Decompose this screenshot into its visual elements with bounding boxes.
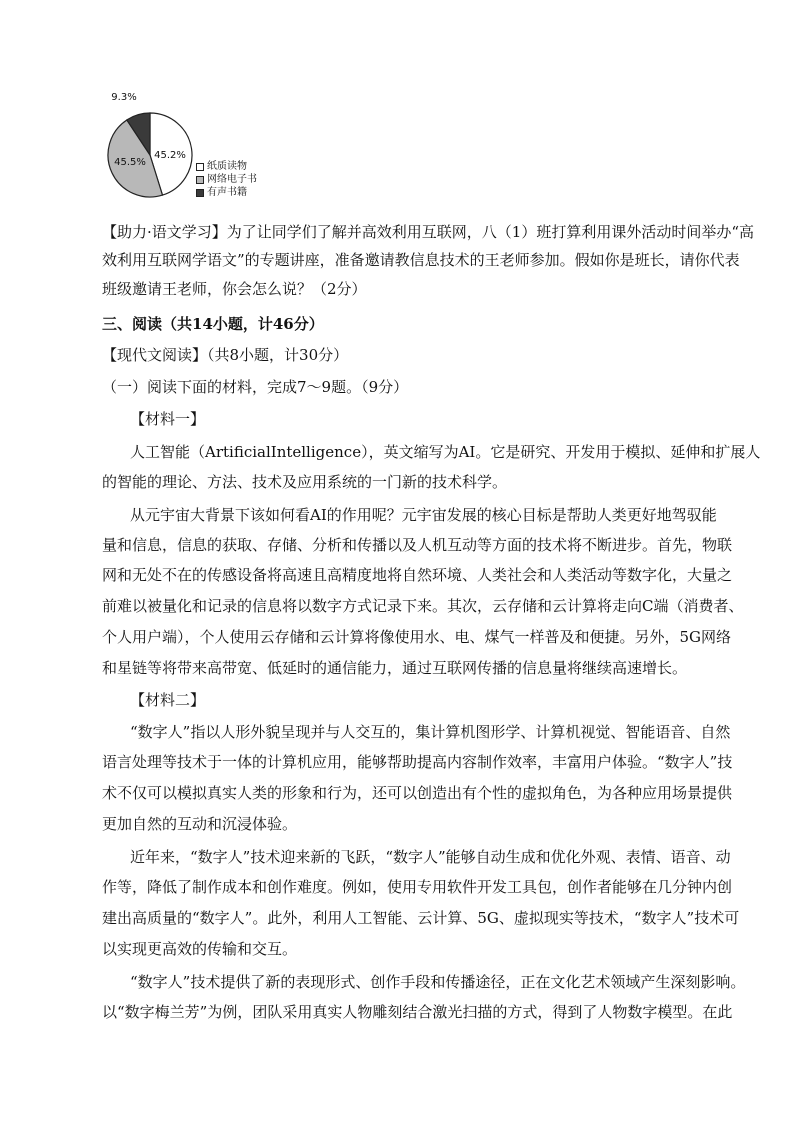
- section-heading: 三、阅读（共14小题，计46分）: [102, 315, 324, 333]
- material-heading: 【材料一】: [130, 410, 206, 428]
- pie-data-label: 45.2%: [154, 150, 186, 161]
- legend-item-audiobook: [196, 186, 257, 199]
- legend-swatch-print: [196, 163, 204, 171]
- text-line: 语言处理等技术于一体的计算机应用，能够帮助提高内容制作效率，丰富用户体验。“数字人”技: [102, 753, 733, 771]
- text-line: 人工智能（ArtificialIntelligence），英文缩写为AI。它是研究、开发用于模拟、延伸和扩展人: [130, 443, 761, 461]
- question-heading: （一）阅读下面的材料，完成7～9题。（9分）: [102, 378, 409, 396]
- pie-chart: [100, 88, 360, 208]
- material-heading: 【材料二】: [130, 691, 206, 709]
- legend-swatch-audiobook: [196, 189, 204, 197]
- text-line: 量和信息，信息的获取、存储、分析和传播以及人机互动等方面的技术将不断进步。首先，物联: [102, 536, 733, 554]
- legend-label: 网络电子书: [207, 174, 257, 185]
- text-line: 的智能的理论、方法、技术及应用系统的一门新的技术科学。: [102, 473, 508, 491]
- text-line: 班级邀请王老师，你会怎么说？（2分）: [102, 280, 367, 298]
- text-line: 个人用户端），个人使用云存储和云计算将像使用水、电、煤气一样普及和便捷。另外，5G网络: [102, 628, 732, 646]
- text-line: 作等，降低了制作成本和创作难度。例如，使用专用软件开发工具包，创作者能够在几分钟内创: [102, 878, 733, 896]
- text-line: 以“数字梅兰芳”为例，团队采用真实人物雕刻结合激光扫描的方式，得到了人物数字模型。在此: [102, 1003, 733, 1021]
- subsection-heading: 【现代文阅读】（共8小题，计30分）: [102, 346, 349, 364]
- text-line: 从元宇宙大背景下该如何看AI的作用呢？元宇宙发展的核心目标是帮助人类更好地驾驭能: [130, 506, 717, 524]
- text-line: “数字人”技术提供了新的表现形式、创作手段和传播途径，正在文化艺术领域产生深刻影响。: [130, 973, 746, 991]
- text-line: 建出高质量的“数字人”。此外，利用人工智能、云计算、5G、虚拟现实等技术，“数字人”技术可: [102, 909, 740, 927]
- pie-data-label: 45.5%: [114, 157, 146, 168]
- chart-legend: [196, 160, 257, 199]
- text-line: 效利用互联网学语文”的专题讲座，准备邀请教信息技术的王老师参加。假如你是班长，请你代表: [102, 251, 740, 269]
- legend-swatch-ebook: [196, 176, 204, 184]
- text-line: 【助力·语文学习】为了让同学们了解并高效利用互联网，八（1）班打算利用课外活动时间举办“高: [102, 223, 754, 241]
- text-line: 以实现更高效的传输和交互。: [102, 940, 298, 958]
- text-line: 和星链等将带来高带宽、低延时的通信能力，通过互联网传播的信息量将继续高速增长。: [102, 659, 688, 677]
- text-line: 近年来，“数字人”技术迎来新的飞跃，“数字人”能够自动生成和优化外观、表情、语音、动: [130, 848, 731, 866]
- text-line: 术不仅可以模拟真实人类的形象和行为，还可以创造出有个性的虚拟角色，为各种应用场景提供: [102, 784, 733, 802]
- legend-item-ebook: [196, 173, 257, 186]
- pie-data-label: 9.3%: [111, 92, 137, 103]
- text-line: “数字人”指以人形外貌呈现并与人交互的，集计算机图形学、计算机视觉、智能语音、自然: [130, 723, 731, 741]
- text-line: 前难以被量化和记录的信息将以数字方式记录下来。其次，云存储和云计算将走向C端（消费者、: [102, 597, 744, 615]
- legend-label: 有声书籍: [207, 187, 247, 198]
- text-line: 网和无处不在的传感设备将高速且高精度地将自然环境、人类社会和人类活动等数字化，大量之: [102, 566, 733, 584]
- text-line: 更加自然的互动和沉浸体验。: [102, 815, 298, 833]
- legend-label: 纸质读物: [207, 161, 247, 172]
- legend-item-print: [196, 160, 257, 173]
